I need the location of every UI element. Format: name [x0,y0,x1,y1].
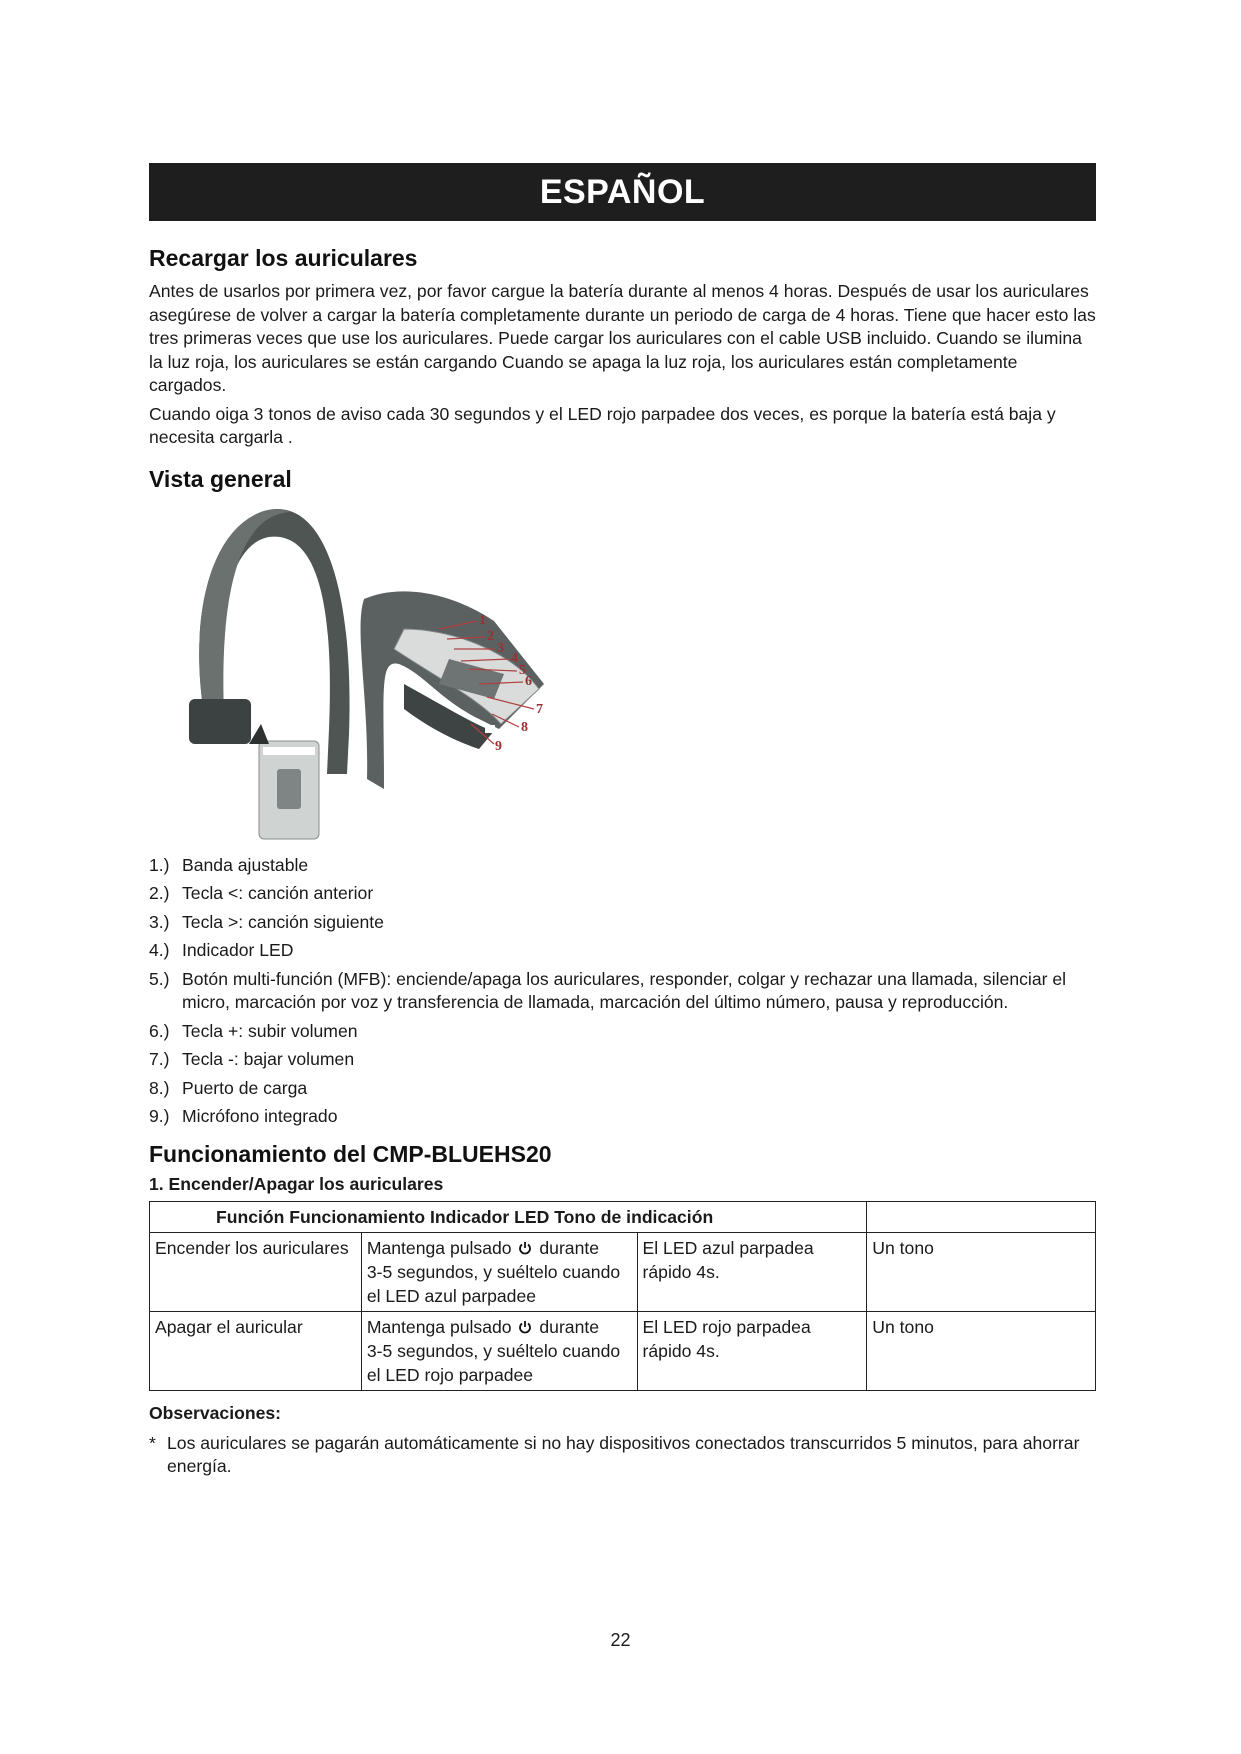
power-icon [518,1241,532,1255]
list-item: 4.) Indicador LED [149,940,294,960]
table-header: Función Funcionamiento Indicador LED Tono de indicación [150,1201,867,1232]
table-header-row [150,1201,1096,1232]
cell-tone: Un tono [867,1311,1096,1390]
cell-led: El LED azul parpadea rápido 4s. [637,1232,867,1311]
power-table [149,1201,1096,1391]
operation-heading: Funcionamiento del CMP-BLUEHS20 [149,1140,552,1167]
cell-function: Encender los auriculares [150,1232,362,1311]
banner-title: ESPAÑOL [539,172,706,211]
callout-4: 4 [511,650,518,666]
language-banner [149,163,1096,221]
note-marker: * [149,1432,156,1453]
callout-7: 7 [536,701,543,717]
notes-heading: Observaciones: [149,1402,282,1423]
table-row [150,1232,1096,1311]
manual-page [149,163,1096,1479]
recharge-heading: Recargar los auriculares [149,245,418,271]
overview-heading: Vista general [149,465,292,492]
recharge-paragraph-1: Antes de usarlos por primera vez, por favor cargue la batería durante al menos 4 horas. Después de usar los auriculares asegúrese de volver a cargar la batería completamente durante un periodo de carga de 4 horas. Tiene que hacer esto las tres primeras veces que use los auriculares. Puede cargar los auriculares con el cable USB incluido. Cuando se ilumina la luz roja, los auriculares se están cargando Cuando se apaga la luz roja, los auriculares están completamente cargados. [149,281,1096,395]
list-item: 8.) Puerto de carga [149,1077,308,1098]
operation-subheading: 1. Encender/Apagar los auriculares [149,1173,444,1194]
power-icon [518,1320,532,1334]
list-item: 5.) Botón multi-función (MFB): enciende/apaga los auriculares, responder, colgar y rechazar una llamada, silenciar el micro, marcación por voz y transferencia de llamada, marcación del último número, pausa y reproducción. [149,968,1067,1012]
cell-tone: Un tono [867,1232,1096,1311]
list-item: 3.) Tecla >: canción siguiente [149,911,384,932]
list-item: 6.) Tecla +: subir volumen [149,1020,358,1041]
headphone-illustration [149,499,1096,844]
cell-operation: Mantenga pulsado durante 3-5 segundos, y suéltelo cuando el LED azul parpadee [361,1232,637,1311]
callout-2: 2 [487,628,494,644]
cell-function: Apagar el auricular [150,1311,362,1390]
headphone-image [149,499,589,844]
parts-list [149,854,1096,1129]
recharge-paragraph-2: Cuando oiga 3 tonos de aviso cada 30 segundos y el LED rojo parpadee dos veces, es porque la batería está baja y necesita cargarla . [149,403,1056,447]
callout-5: 5 [519,662,526,678]
callout-8: 8 [521,719,528,735]
page-number: 22 [610,1630,631,1650]
cell-operation: Mantenga pulsado durante 3-5 segundos, y suéltelo cuando el LED rojo parpadee [361,1311,637,1390]
list-item: 7.) Tecla -: bajar volumen [149,1049,355,1069]
list-item: 2.) Tecla <: canción anterior [149,883,374,903]
cell-led: El LED rojo parpadea rápido 4s. [637,1311,867,1390]
callout-3: 3 [497,640,504,656]
note [149,1432,1096,1479]
list-item: 9.) Micrófono integrado [149,1106,338,1126]
callout-1: 1 [479,612,486,628]
note-text: Los auriculares se pagarán automáticamente si no hay dispositivos conectados transcurridos 5 minutos, para ahorrar energía. [167,1432,1080,1476]
callout-9: 9 [495,738,502,754]
list-item: 1.) Banda ajustable [149,854,309,875]
table-row [150,1311,1096,1390]
callout-6: 6 [525,673,532,689]
